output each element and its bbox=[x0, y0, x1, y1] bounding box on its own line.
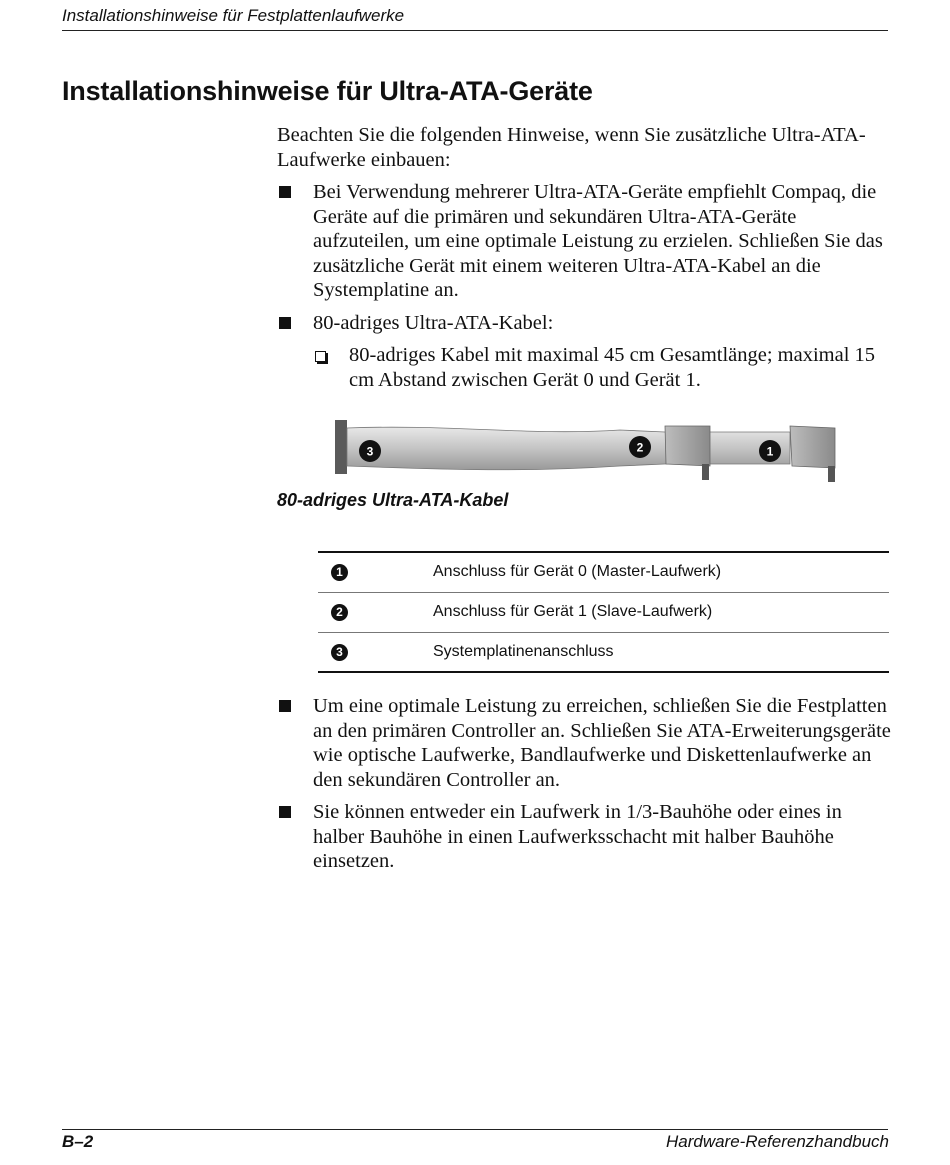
main-text-continued bbox=[277, 694, 897, 882]
figure-legend-table bbox=[318, 551, 889, 673]
legend-text: Systemplatinenanschluss bbox=[433, 632, 889, 672]
device-0-connector bbox=[790, 426, 835, 468]
table-row bbox=[318, 592, 889, 632]
system-board-connector bbox=[335, 420, 347, 474]
page-title: Installationshinweise für Ultra-ATA-Geräte bbox=[62, 76, 593, 106]
bullet-text: Um eine optimale Leistung zu erreichen, schließen Sie die Festplatten an den primären Controller an. Schließen Sie ATA-Erweiterungsgeräte wie optische Laufwerke, Bandlaufwerke und Diskettenlaufwerke an den sekundären Controller an. bbox=[313, 695, 891, 791]
square-bullet-icon bbox=[279, 700, 291, 712]
bullet-item bbox=[277, 311, 897, 336]
bullet-item bbox=[277, 694, 897, 792]
running-header: Installationshinweise für Festplattenlaufwerke bbox=[62, 6, 405, 25]
callout-number: 2 bbox=[331, 604, 348, 621]
main-text bbox=[277, 123, 897, 392]
bullet-item bbox=[277, 800, 897, 874]
square-bullet-icon bbox=[279, 317, 291, 329]
sub-bullet-text: 80-adriges Kabel mit maximal 45 cm Gesamtlänge; maximal 15 cm Abstand zwischen Gerät 0 und Gerät 1. bbox=[349, 344, 876, 391]
legend-text: Anschluss für Gerät 1 (Slave-Laufwerk) bbox=[433, 592, 889, 632]
hollow-square-bullet-icon bbox=[315, 351, 326, 362]
svg-text:2: 2 bbox=[636, 440, 644, 455]
table-row bbox=[318, 632, 889, 672]
intro-paragraph: Beachten Sie die folgenden Hinweise, wenn Sie zusätzliche Ultra-ATA-Laufwerke einbauen: bbox=[277, 124, 866, 171]
square-bullet-icon bbox=[279, 186, 291, 198]
callout-2 bbox=[629, 436, 651, 458]
square-bullet-icon bbox=[279, 806, 291, 818]
callout-3 bbox=[359, 440, 381, 462]
sub-bullet-item bbox=[277, 343, 897, 392]
table-row bbox=[318, 552, 889, 592]
bullet-text: Bei Verwendung mehrerer Ultra-ATA-Geräte empfiehlt Compaq, die Geräte auf die primären und sekundären Ultra-ATA-Geräte aufzuteilen, um eine optimale Leistung zu erzielen. Schließen Sie das zusätzliche Gerät mit einem weiteren Ultra-ATA-Kabel an die Systemplatine an. bbox=[313, 181, 883, 301]
callout-number: 3 bbox=[331, 644, 348, 661]
bullet-text: Sie können entweder ein Laufwerk in 1/3-Bauhöhe oder eines in halber Bauhöhe in einen Laufwerksschacht mit halber Bauhöhe einsetzen. bbox=[313, 801, 842, 872]
bullet-text: 80-adriges Ultra-ATA-Kabel: bbox=[313, 311, 554, 334]
header-rule bbox=[62, 30, 888, 31]
ribbon-cable bbox=[347, 427, 790, 470]
callout-1 bbox=[759, 440, 781, 462]
device-1-connector bbox=[665, 426, 710, 466]
svg-text:3: 3 bbox=[366, 444, 374, 459]
figure-caption: 80-adriges Ultra-ATA-Kabel bbox=[277, 490, 509, 510]
page-number: B–2 bbox=[62, 1132, 94, 1151]
svg-text:1: 1 bbox=[766, 444, 774, 459]
callout-number: 1 bbox=[331, 564, 348, 581]
bullet-item bbox=[277, 180, 897, 303]
ata-cable-illustration bbox=[330, 414, 842, 486]
footer-rule bbox=[62, 1129, 888, 1130]
legend-text: Anschluss für Gerät 0 (Master-Laufwerk) bbox=[433, 552, 889, 592]
book-title: Hardware-Referenzhandbuch bbox=[665, 1132, 889, 1151]
